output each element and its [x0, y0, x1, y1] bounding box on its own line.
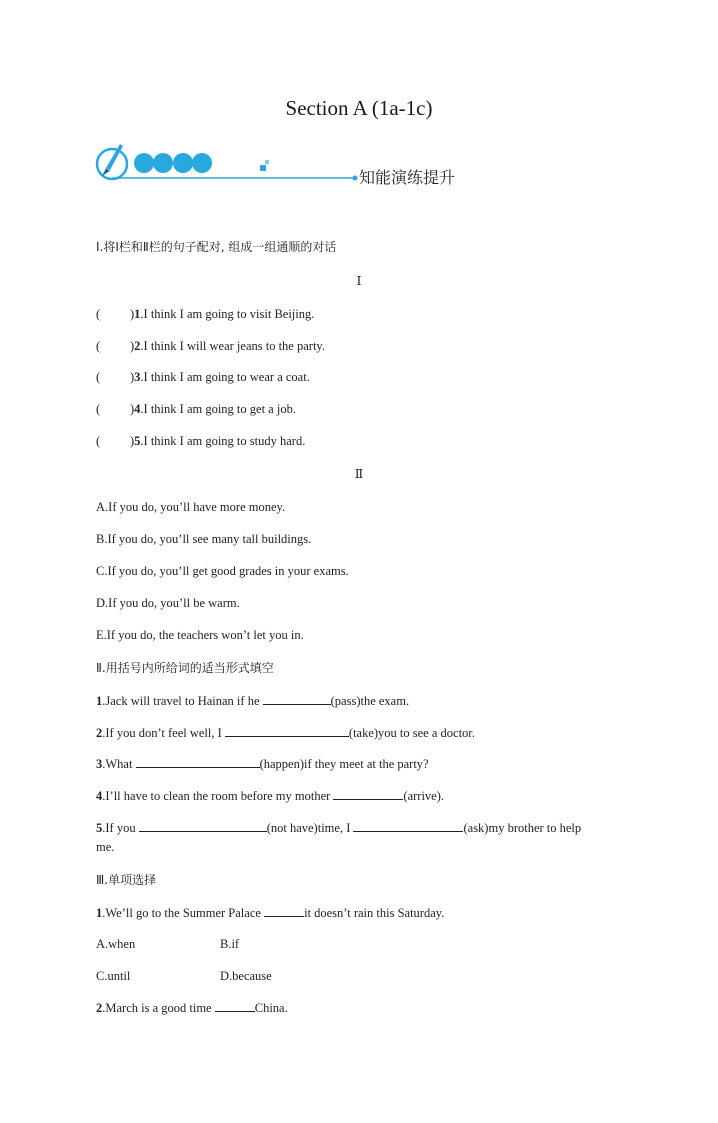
answer-blank[interactable] [353, 819, 463, 832]
fill-question-3: 3.What (happen)if they meet at the party? [96, 757, 429, 771]
matching-item-2: ( )2.I think I will wear jeans to the party. [96, 339, 325, 353]
banner-label: 知能演练提升 [359, 168, 456, 187]
column1-label: Ⅰ [356, 274, 362, 288]
answer-e: E.If you do, the teachers won’t let you in. [96, 628, 304, 642]
part2-heading: Ⅱ.用括号内所给词的适当形式填空 [96, 661, 274, 675]
answer-b: B.If you do, you’ll see many tall buildings. [96, 532, 312, 546]
answer-blank[interactable] [136, 755, 260, 768]
dots-decoration-icon [134, 153, 212, 173]
fill-question-5: 5.If you (not have)time, I (ask)my brother to help [96, 821, 582, 835]
fill-question-2: 2.If you don’t feel well, I (take)you to see a doctor. [96, 726, 475, 740]
matching-item-3: ( )3.I think I am going to wear a coat. [96, 370, 310, 384]
option-a[interactable]: A.when [96, 937, 136, 951]
part3-heading: Ⅲ.单项选择 [96, 873, 157, 887]
squares-decoration-icon [260, 160, 269, 171]
banner-line-dot [353, 176, 358, 181]
matching-item-5: ( )5.I think I am going to study hard. [96, 434, 306, 448]
choice-question-1: 1.We’ll go to the Summer Palace it doesn’t rain this Saturday. [96, 906, 445, 920]
answer-blank[interactable] [139, 819, 267, 832]
answer-c: C.If you do, you’ll get good grades in your exams. [96, 564, 349, 578]
answer-blank[interactable] [225, 724, 349, 737]
fill-question-4: 4.I’ll have to clean the room before my mother (arrive). [96, 789, 445, 803]
fill-question-5-continued: me. [96, 840, 115, 854]
page-title: Section A (1a-1c) [285, 96, 433, 120]
option-d[interactable]: D.because [220, 969, 272, 983]
choice-question-2: 2.March is a good time China. [96, 1001, 288, 1015]
option-b[interactable]: B.if [220, 937, 240, 951]
brush-logo-icon [97, 144, 127, 179]
part1-heading: Ⅰ.将Ⅰ栏和Ⅱ栏的句子配对, 组成一组通顺的对话 [96, 240, 337, 254]
option-c[interactable]: C.until [96, 969, 131, 983]
answer-blank[interactable] [215, 999, 255, 1012]
matching-item-4: ( )4.I think I am going to get a job. [96, 402, 296, 416]
fill-question-1: 1.Jack will travel to Hainan if he (pass)the exam. [96, 694, 410, 708]
answer-blank[interactable] [333, 787, 403, 800]
column2-label: Ⅱ [354, 467, 364, 481]
matching-item-1: ( )1.I think I am going to visit Beijing. [96, 307, 315, 321]
answer-blank[interactable] [264, 904, 304, 917]
answer-blank[interactable] [263, 692, 331, 705]
answer-a: A.If you do, you’ll have more money. [96, 500, 286, 514]
answer-d: D.If you do, you’ll be warm. [96, 596, 240, 610]
